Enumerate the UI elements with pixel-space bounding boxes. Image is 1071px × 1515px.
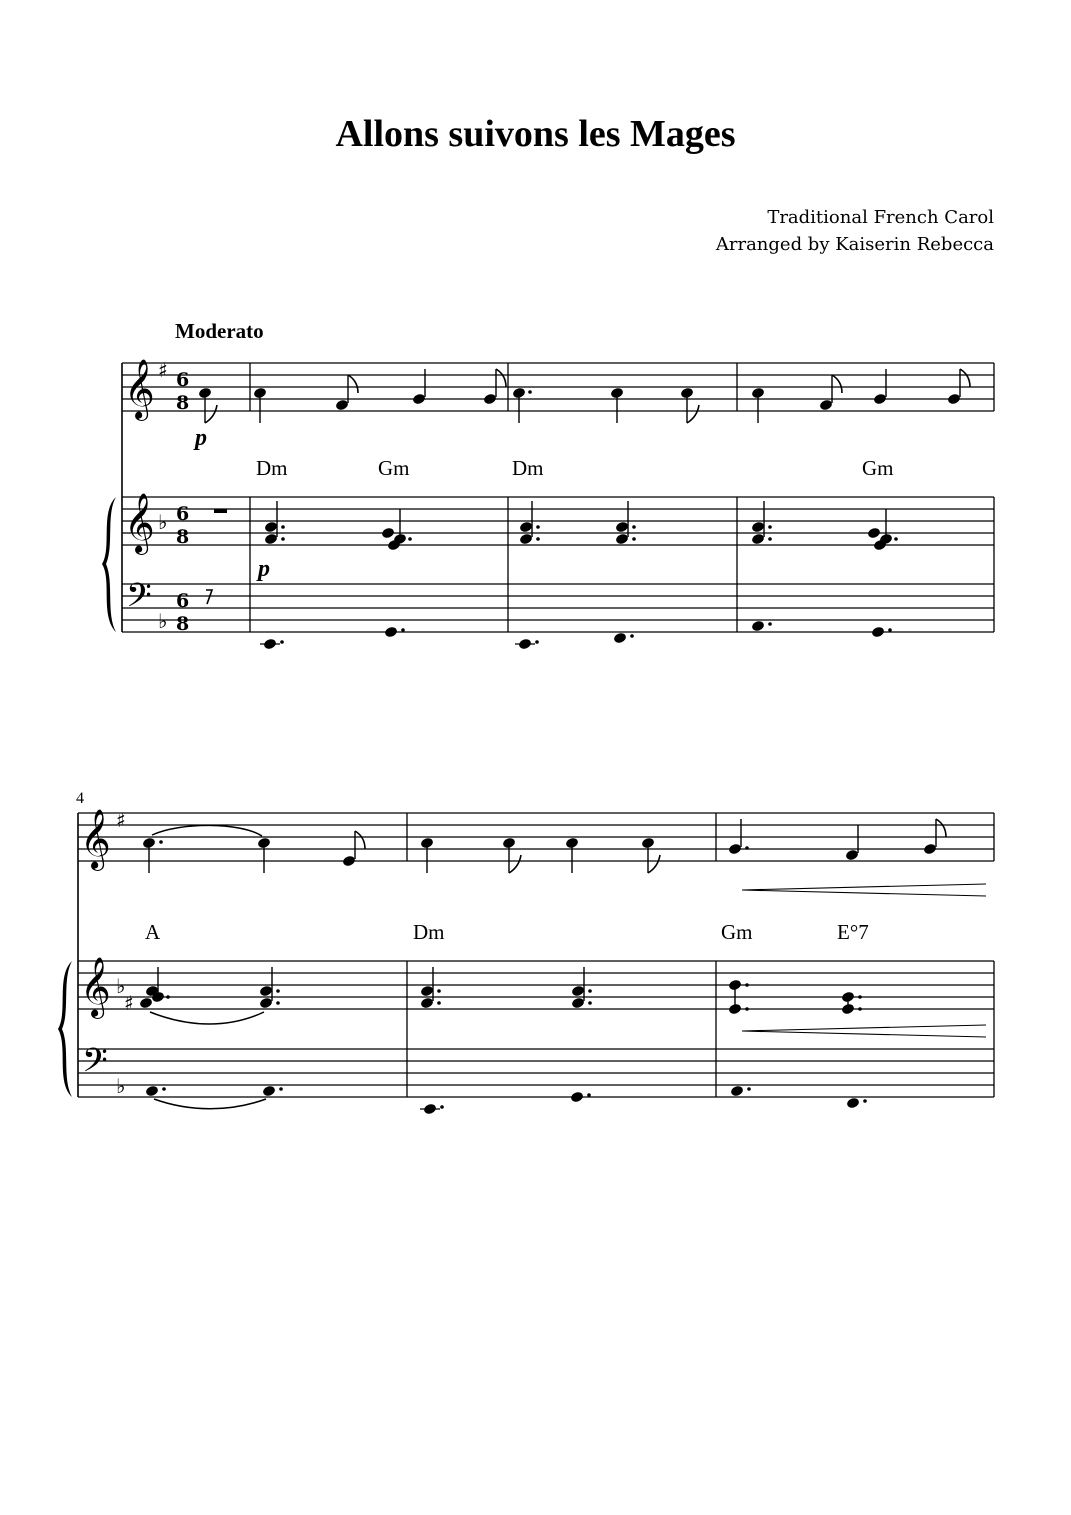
chord-symbol: Dm <box>256 456 288 480</box>
time-signature-top: 6 <box>176 503 190 525</box>
chord-symbol: Dm <box>512 456 544 480</box>
sharp-icon: ♯ <box>116 808 126 832</box>
sharp-icon: ♯ <box>158 358 168 382</box>
treble-clef-icon: 𝄞 <box>124 359 155 419</box>
arranger-credit: Arranged by Kaiserin Rebecca <box>715 234 994 255</box>
treble-clef-icon: 𝄞 <box>124 493 155 553</box>
piano-bass-staff-2 <box>78 1049 994 1097</box>
dynamic-piano-melody: p <box>195 425 207 451</box>
brace-icon <box>58 961 72 1097</box>
piano-bass-notes-2 <box>145 1085 867 1116</box>
dynamic-piano-accompaniment: p <box>258 556 270 582</box>
composer-credit: Traditional French Carol <box>767 207 994 228</box>
time-signature-top: 6 <box>176 590 190 612</box>
system-2 <box>58 790 994 1115</box>
melody-notes-2 <box>142 819 946 873</box>
melody-notes-1 <box>198 369 970 423</box>
time-signature-bottom: 8 <box>176 526 190 548</box>
piano-treble-staff-2 <box>78 961 994 1009</box>
piece-title: Allons suivons les Mages <box>335 113 736 155</box>
flat-icon: ♭ <box>158 609 168 633</box>
piano-bass-staff-1 <box>122 584 994 632</box>
treble-clef-icon: 𝄞 <box>80 957 111 1017</box>
bass-clef-icon: 𝄢 <box>82 1042 108 1088</box>
treble-clef-icon: 𝄞 <box>80 809 111 869</box>
piano-treble-notes-2 <box>124 967 862 1024</box>
bass-clef-icon: 𝄢 <box>126 577 152 623</box>
chord-symbol: Gm <box>378 456 410 480</box>
chord-symbol: Gm <box>862 456 894 480</box>
melody-staff-1 <box>122 363 994 411</box>
rest-icon <box>206 590 212 604</box>
brace-icon <box>102 497 116 632</box>
time-signature-bottom: 8 <box>176 613 190 635</box>
crescendo-hairpin <box>742 884 986 896</box>
measure-number: 4 <box>76 790 84 807</box>
barlines-2 <box>407 813 994 1097</box>
time-signature-top: 6 <box>176 369 190 391</box>
piano-treble-staff-1 <box>122 497 994 545</box>
chord-symbol: Dm <box>413 920 445 944</box>
chord-symbol: A <box>145 920 161 944</box>
sharp-icon: ♯ <box>124 991 134 1015</box>
time-signature-bottom: 8 <box>176 392 190 414</box>
system-1 <box>102 358 994 650</box>
chord-symbol: Gm <box>721 920 753 944</box>
flat-icon: ♭ <box>158 510 168 534</box>
flat-icon: ♭ <box>116 974 126 998</box>
rest-icon <box>214 509 227 513</box>
flat-icon: ♭ <box>116 1074 126 1098</box>
tempo-marking: Moderato <box>175 319 264 343</box>
crescendo-hairpin <box>742 1025 986 1037</box>
chord-symbol: E°7 <box>837 920 869 944</box>
